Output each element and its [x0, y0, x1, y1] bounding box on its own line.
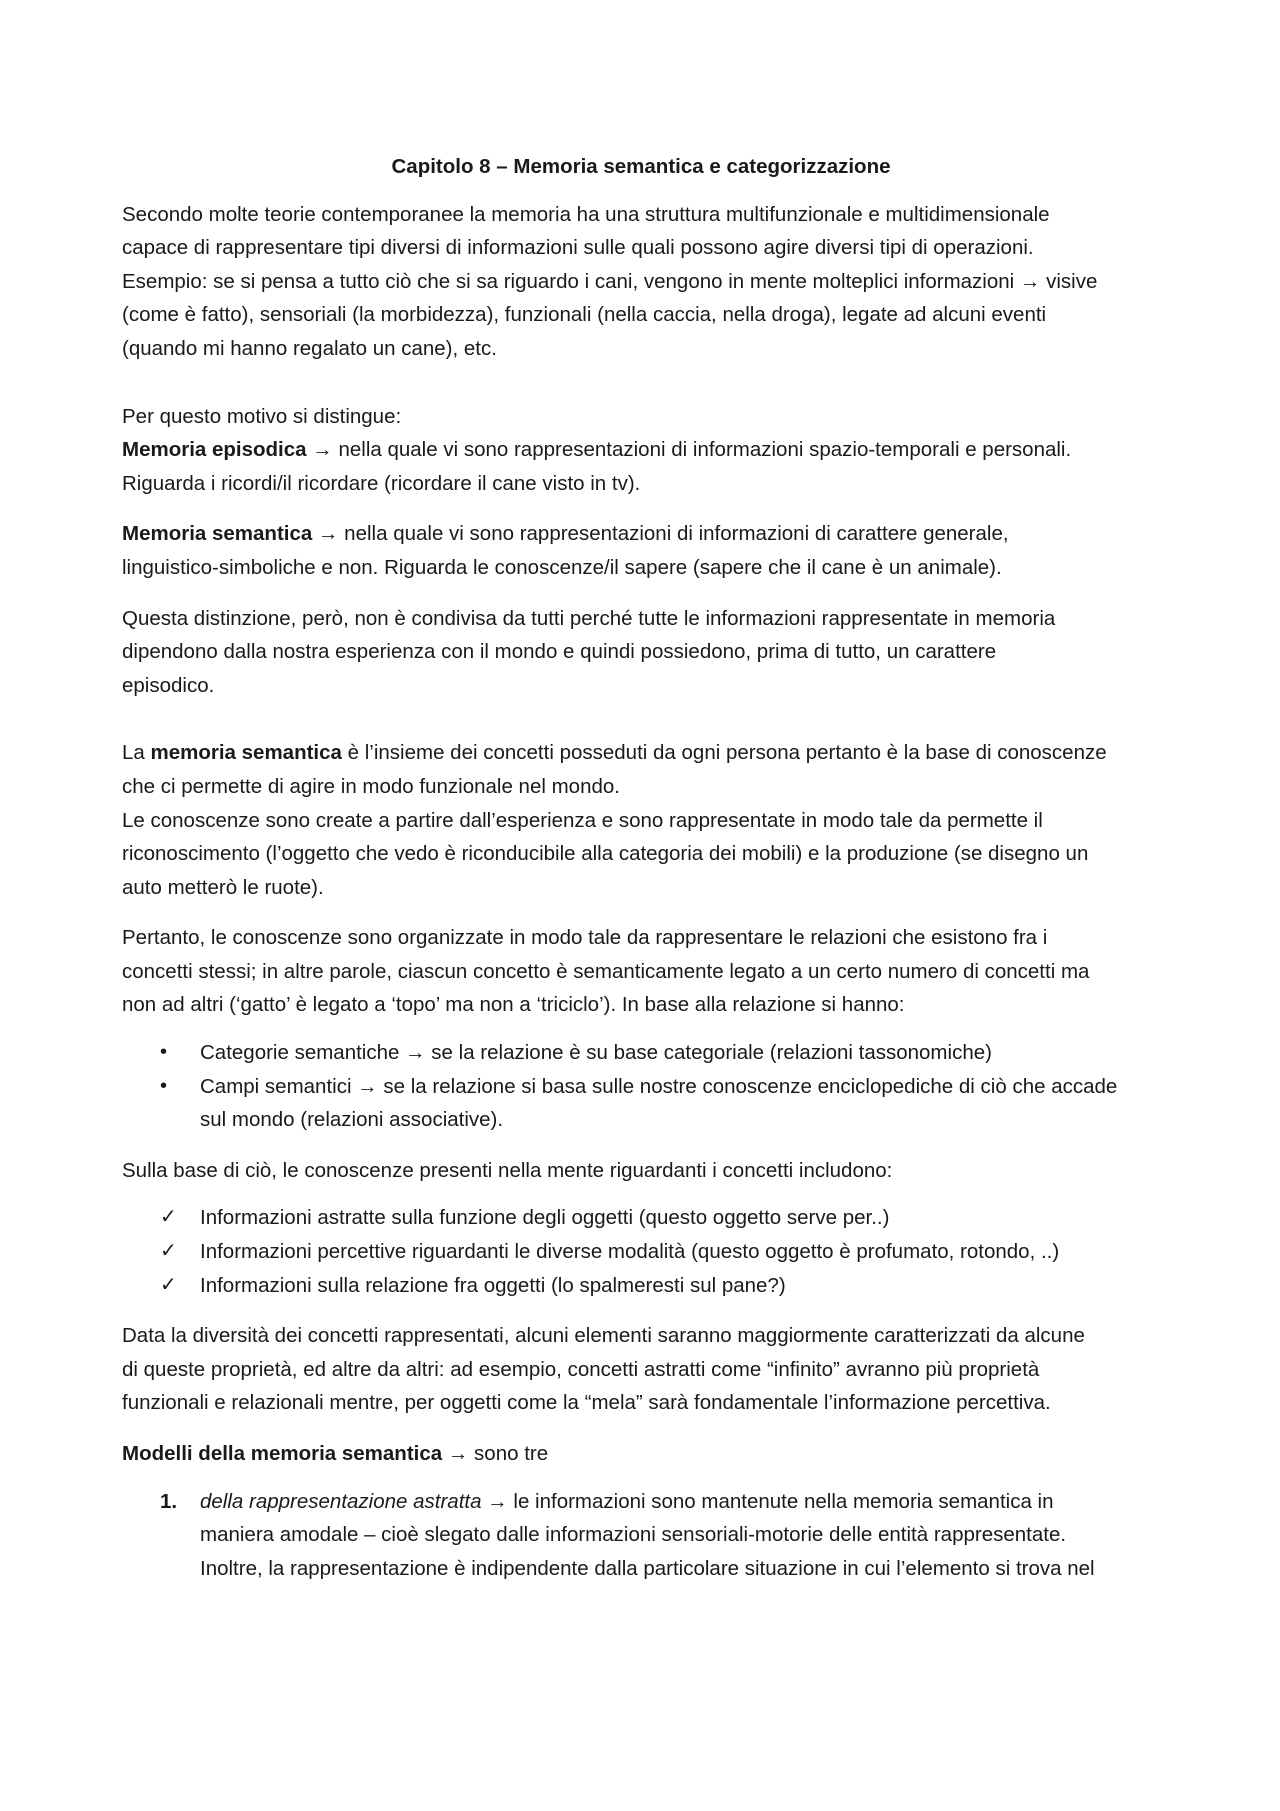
intro-paragraph [122, 198, 1160, 366]
text-line: episodico. [122, 673, 215, 697]
text-line: dipendono dalla nostra esperienza con il mondo e quindi possiedono, prima di tutto, un carattere [122, 640, 997, 664]
list-item: • Categorie semantiche → se la relazione è su base categoriale (relazioni tassonomiche) [122, 1036, 1160, 1070]
models-heading: Modelli della memoria semantica → sono tre [122, 1442, 549, 1465]
text-line: Per questo motivo si distingue: [122, 404, 402, 428]
text-line: Questa distinzione, però, non è condivisa da tutti perché tutte le informazioni rappresentate in memoria [122, 606, 1056, 630]
episodic-term: Memoria episodica → [122, 438, 333, 462]
text-line: concetti stessi; in altre parole, ciascun concetto è semanticamente legato a un certo numero di concetti ma [122, 959, 1090, 983]
episodic-definition: Memoria episodica → nella quale vi sono rappresentazioni di informazioni spazio-temporali e personali. [122, 438, 1072, 462]
text-line: auto metterò le ruote). [122, 875, 324, 899]
distinction-section [122, 400, 1160, 501]
checkmark-icon: ✓ [160, 1206, 177, 1229]
list-item: ✓ Informazioni percettive riguardanti le diverse modalità (questo oggetto è profumato, rotondo, ..) [122, 1235, 1160, 1269]
bullet-icon: • [160, 1074, 168, 1097]
list-item: ✓ Informazioni astratte sulla funzione degli oggetti (questo oggetto serve per..) [122, 1201, 1160, 1235]
text-line: (quando mi hanno regalato un cane), etc. [122, 336, 497, 360]
text-line: non ad altri (‘gatto’ è legato a ‘topo’ ma non a ‘triciclo’). In base alla relazione si hanno: [122, 993, 905, 1017]
text-line: Riguarda i ricordi/il ricordare (ricordare il cane visto in tv). [122, 471, 641, 495]
text-line: Data la diversità dei concetti rappresentati, alcuni elementi saranno maggiormente caratterizzati da alcune [122, 1324, 1085, 1348]
semantic-term: Memoria semantica → [122, 522, 339, 546]
bullet-icon: • [160, 1041, 168, 1064]
text-line: riconoscimento (l’oggetto che vedo è riconducibile alla categoria dei mobili) e la produzione (se disegno un [122, 842, 1089, 866]
text-line: Le conoscenze sono create a partire dall’esperienza e sono rappresentate in modo tale da permette il [122, 808, 1043, 832]
list-item: 1. della rappresentazione astratta → le informazioni sono mantenute nella memoria semantica in maniera amodale – cioè slegato dalle informazioni sensoriali-motorie delle entità rappresentate. Inoltre, la rappresentazione è indipendente dalla particolare situazione in cui l’elemento si trova nel [122, 1485, 1160, 1586]
organization-paragraph [122, 921, 1160, 1022]
models-list [122, 1485, 1160, 1586]
text-line: Pertanto, le conoscenze sono organizzate in modo tale da rappresentare le relazioni che esistono fra i [122, 926, 1048, 950]
text-line: linguistico-simboliche e non. Riguarda le conoscenze/il sapere (sapere che il cane è un animale). [122, 555, 1002, 579]
list-item: ✓ Informazioni sulla relazione fra oggetti (lo spalmeresti sul pane?) [122, 1269, 1160, 1303]
text-line: Secondo molte teorie contemporanee la memoria ha una struttura multifunzionale e multidimensionale [122, 202, 1050, 226]
text-line: funzionali e relazionali mentre, per oggetti come la “mela” sarà fondamentale l’informazione percettiva. [122, 1391, 1051, 1415]
text-line: capace di rappresentare tipi diversi di informazioni sulle quali possono agire diversi tipi di operazioni. [122, 236, 1034, 260]
diversity-paragraph [122, 1319, 1160, 1420]
definition-paragraph: La memoria semantica è l’insieme dei concetti posseduti da ogni persona pertanto è la base di conoscenze che ci permette di agire in modo funzionale nel mondo. Le conoscenze sono create a partire dall’esperienza e sono rappresentate in modo tale da permette il riconoscimento (l’oggetto che vedo è riconducibile alla categoria dei mobili) e la produzione (se disegno un auto metterò le ruote). [122, 736, 1160, 904]
relations-list [122, 1036, 1160, 1137]
chapter-title: Capitolo 8 – Memoria semantica e categorizzazione [391, 155, 891, 178]
critique-paragraph [122, 602, 1160, 703]
text-line: che ci permette di agire in modo funzionale nel mondo. [122, 774, 620, 798]
text-line: Esempio: se si pensa a tutto ciò che si sa riguardo i cani, vengono in mente molteplici informazioni → visive [122, 269, 1098, 293]
definition-term: memoria semantica [150, 741, 342, 765]
checkmark-icon: ✓ [160, 1240, 177, 1263]
includes-list [122, 1201, 1160, 1302]
text-line: di queste proprietà, ed altre da altri: ad esempio, concetti astratti come “infinito” avranno più proprietà [122, 1357, 1040, 1381]
text-line: (come è fatto), sensoriali (la morbidezza), funzionali (nella caccia, nella droga), legate ad alcuni eventi [122, 303, 1047, 327]
list-item: • Campi semantici → se la relazione si basa sulle nostre conoscenze enciclopediche di ciò che accade sul mondo (relazioni associative). [122, 1070, 1160, 1137]
semantic-definition: Memoria semantica → nella quale vi sono rappresentazioni di informazioni di carattere generale, linguistico-simboliche e non. Riguarda le conoscenze/il sapere (sapere che il cane è un animale). [122, 517, 1160, 584]
list-number: 1. [160, 1489, 178, 1513]
checkmark-icon: ✓ [160, 1273, 177, 1296]
includes-intro: Sulla base di ciò, le conoscenze presenti nella mente riguardanti i concetti includono: [122, 1158, 893, 1182]
